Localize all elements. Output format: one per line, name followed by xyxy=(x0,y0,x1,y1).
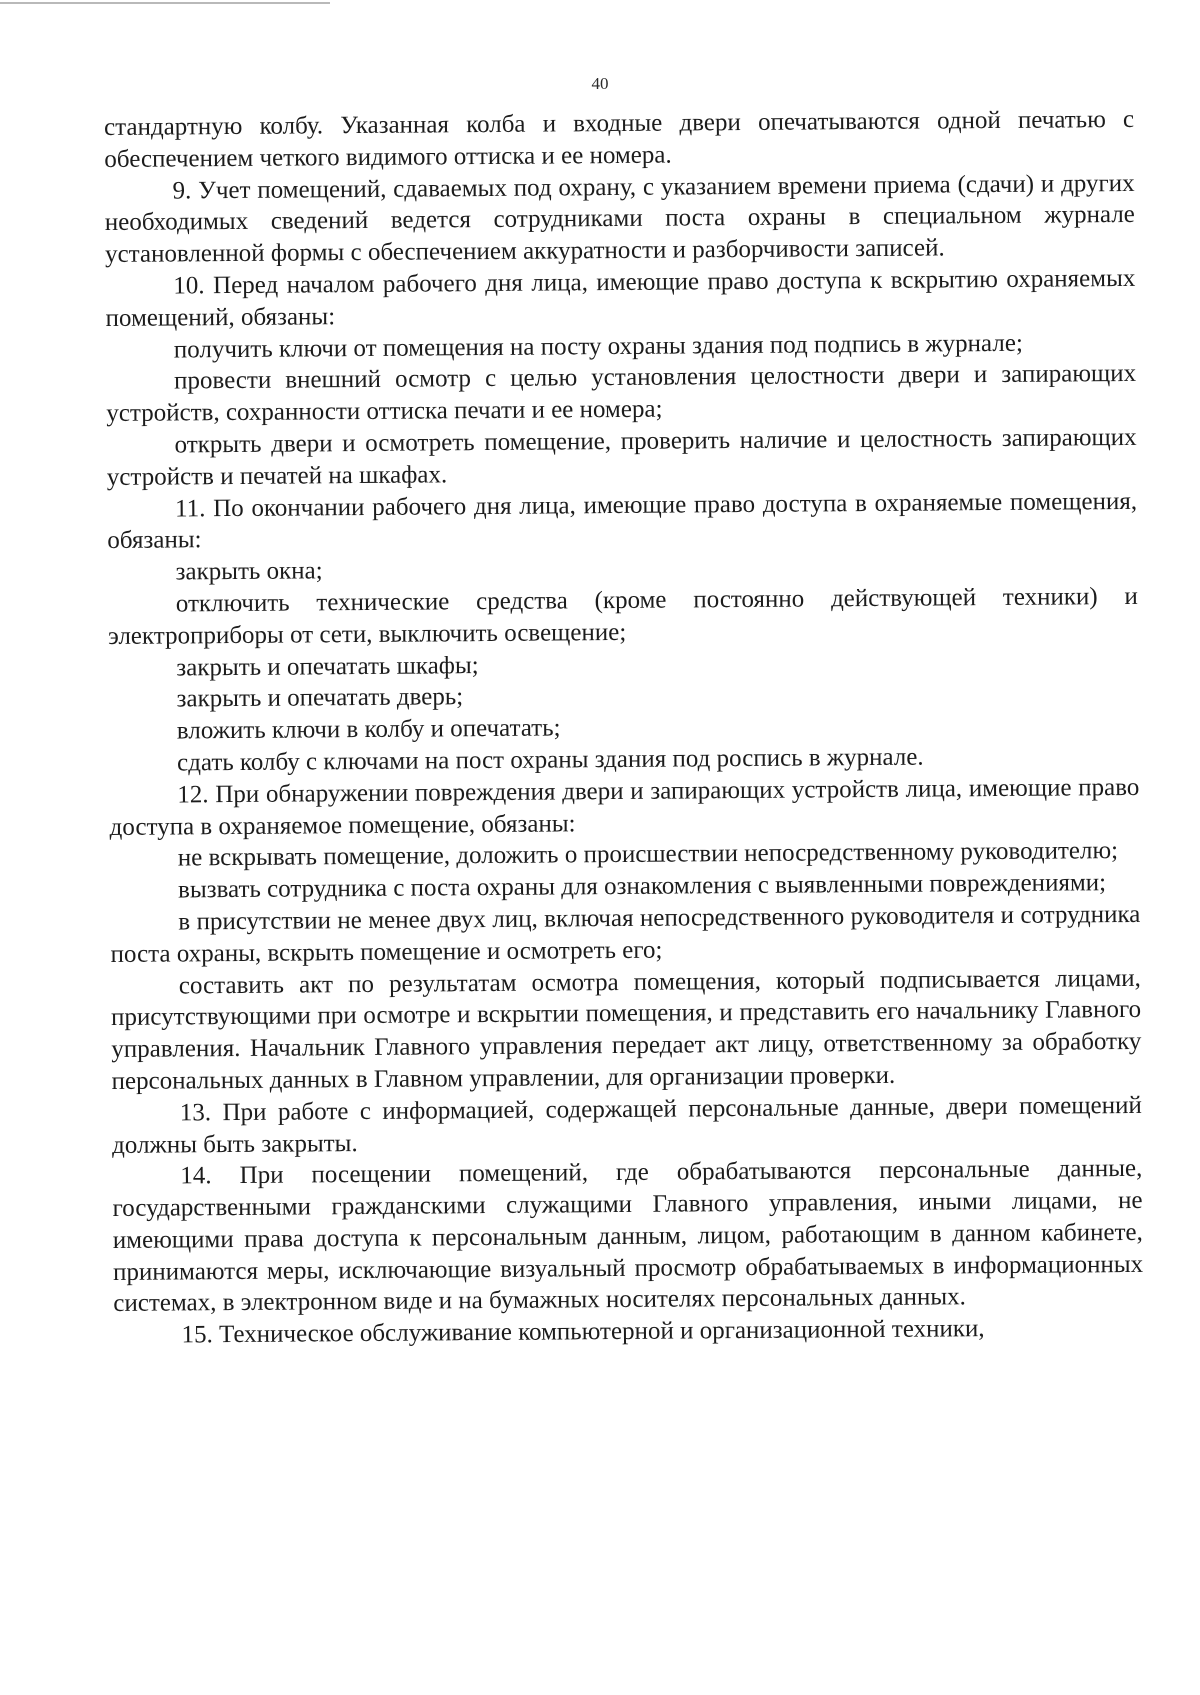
paragraph: сдать колбу с ключами на пост охраны здания под роспись в журнале. xyxy=(177,743,924,777)
paragraph: не вскрывать помещение, доложить о происшествии непосредственному руководителю; xyxy=(177,837,1119,872)
paragraph: получить ключи от помещения на посту охраны здания под подпись в журнале; xyxy=(173,329,1023,364)
paragraph: 9. Учет помещений, сдаваемых под охрану, с указанием времени приема (сдачи) и других необходимых сведений ведется сотрудниками поста охраны в специальном журнале установленной формы с обеспечением аккуратности и разборчивости записей. xyxy=(104,169,1135,269)
paragraph: 11. По окончании рабочего дня лица, имеющие право доступа в охраняемые помещения, обязаны: xyxy=(107,487,1138,555)
scan-edge-line xyxy=(0,2,330,4)
paragraph: отключить технические средства (кроме постоянно действующей техники) и электроприборы от сети, выключить освещение; xyxy=(108,582,1138,650)
paragraph: 10. Перед началом рабочего дня лица, имеющие право доступа к вскрытию охраняемых помещений, обязаны: xyxy=(105,264,1136,332)
paragraph: вызвать сотрудника с поста охраны для ознакомления с выявленными повреждениями; xyxy=(178,869,1107,904)
paragraph: 12. При обнаружении повреждения двери и запирающих устройств лица, имеющие право доступа в охраняемое помещение, обязаны: xyxy=(109,773,1140,841)
paragraph: в присутствии не менее двух лиц, включая непосредственного руководителя и сотрудника поста охраны, вскрыть помещение и осмотреть его; xyxy=(110,900,1141,968)
paragraph: закрыть и опечатать шкафы; xyxy=(176,651,479,681)
document-body xyxy=(104,104,1144,1352)
paragraph: закрыть и опечатать дверь; xyxy=(176,683,464,713)
paragraph: 15. Техническое обслуживание компьютерной и организационной техники, xyxy=(181,1315,985,1349)
paragraph: стандартную колбу. Указанная колба и входные двери опечатываются одной печатью с обеспечением четкого видимого оттиска и ее номера. xyxy=(104,105,1135,173)
paragraph: 14. При посещении помещений, где обрабатываются персональные данные, государственными гражданскими служащими Главного управления, иными лицами, не имеющими права доступа к персональным данным, лицом, работающим в данном кабинете, принимаются меры, исключающие визуальный просмотр обрабатываемых в информационных системах, в электронном виде и на бумажных носителях персональных данных. xyxy=(112,1155,1144,1318)
paragraph: открыть двери и осмотреть помещение, проверить наличие и целостность запирающих устройств и печатей на шкафах. xyxy=(106,423,1137,491)
paragraph: закрыть окна; xyxy=(175,557,323,586)
paragraph: провести внешний осмотр с целью установления целостности двери и запирающих устройств, сохранности оттиска печати и ее номера; xyxy=(106,360,1137,428)
paragraph: составить акт по результатам осмотра помещения, который подписывается лицами, присутствующими при осмотре и вскрытии помещения, и представить его начальнику Главного управления. Начальник Главного управления передает акт лицу, ответственному за обработку персональных данных в Главном управлении, для организации проверки. xyxy=(111,964,1142,1095)
page-number: 40 xyxy=(591,74,609,93)
paragraph: 13. При работе с информацией, содержащей персональные данные, двери помещений должны быть закрыты. xyxy=(112,1091,1142,1159)
paragraph: вложить ключи в колбу и опечатать; xyxy=(176,714,561,745)
